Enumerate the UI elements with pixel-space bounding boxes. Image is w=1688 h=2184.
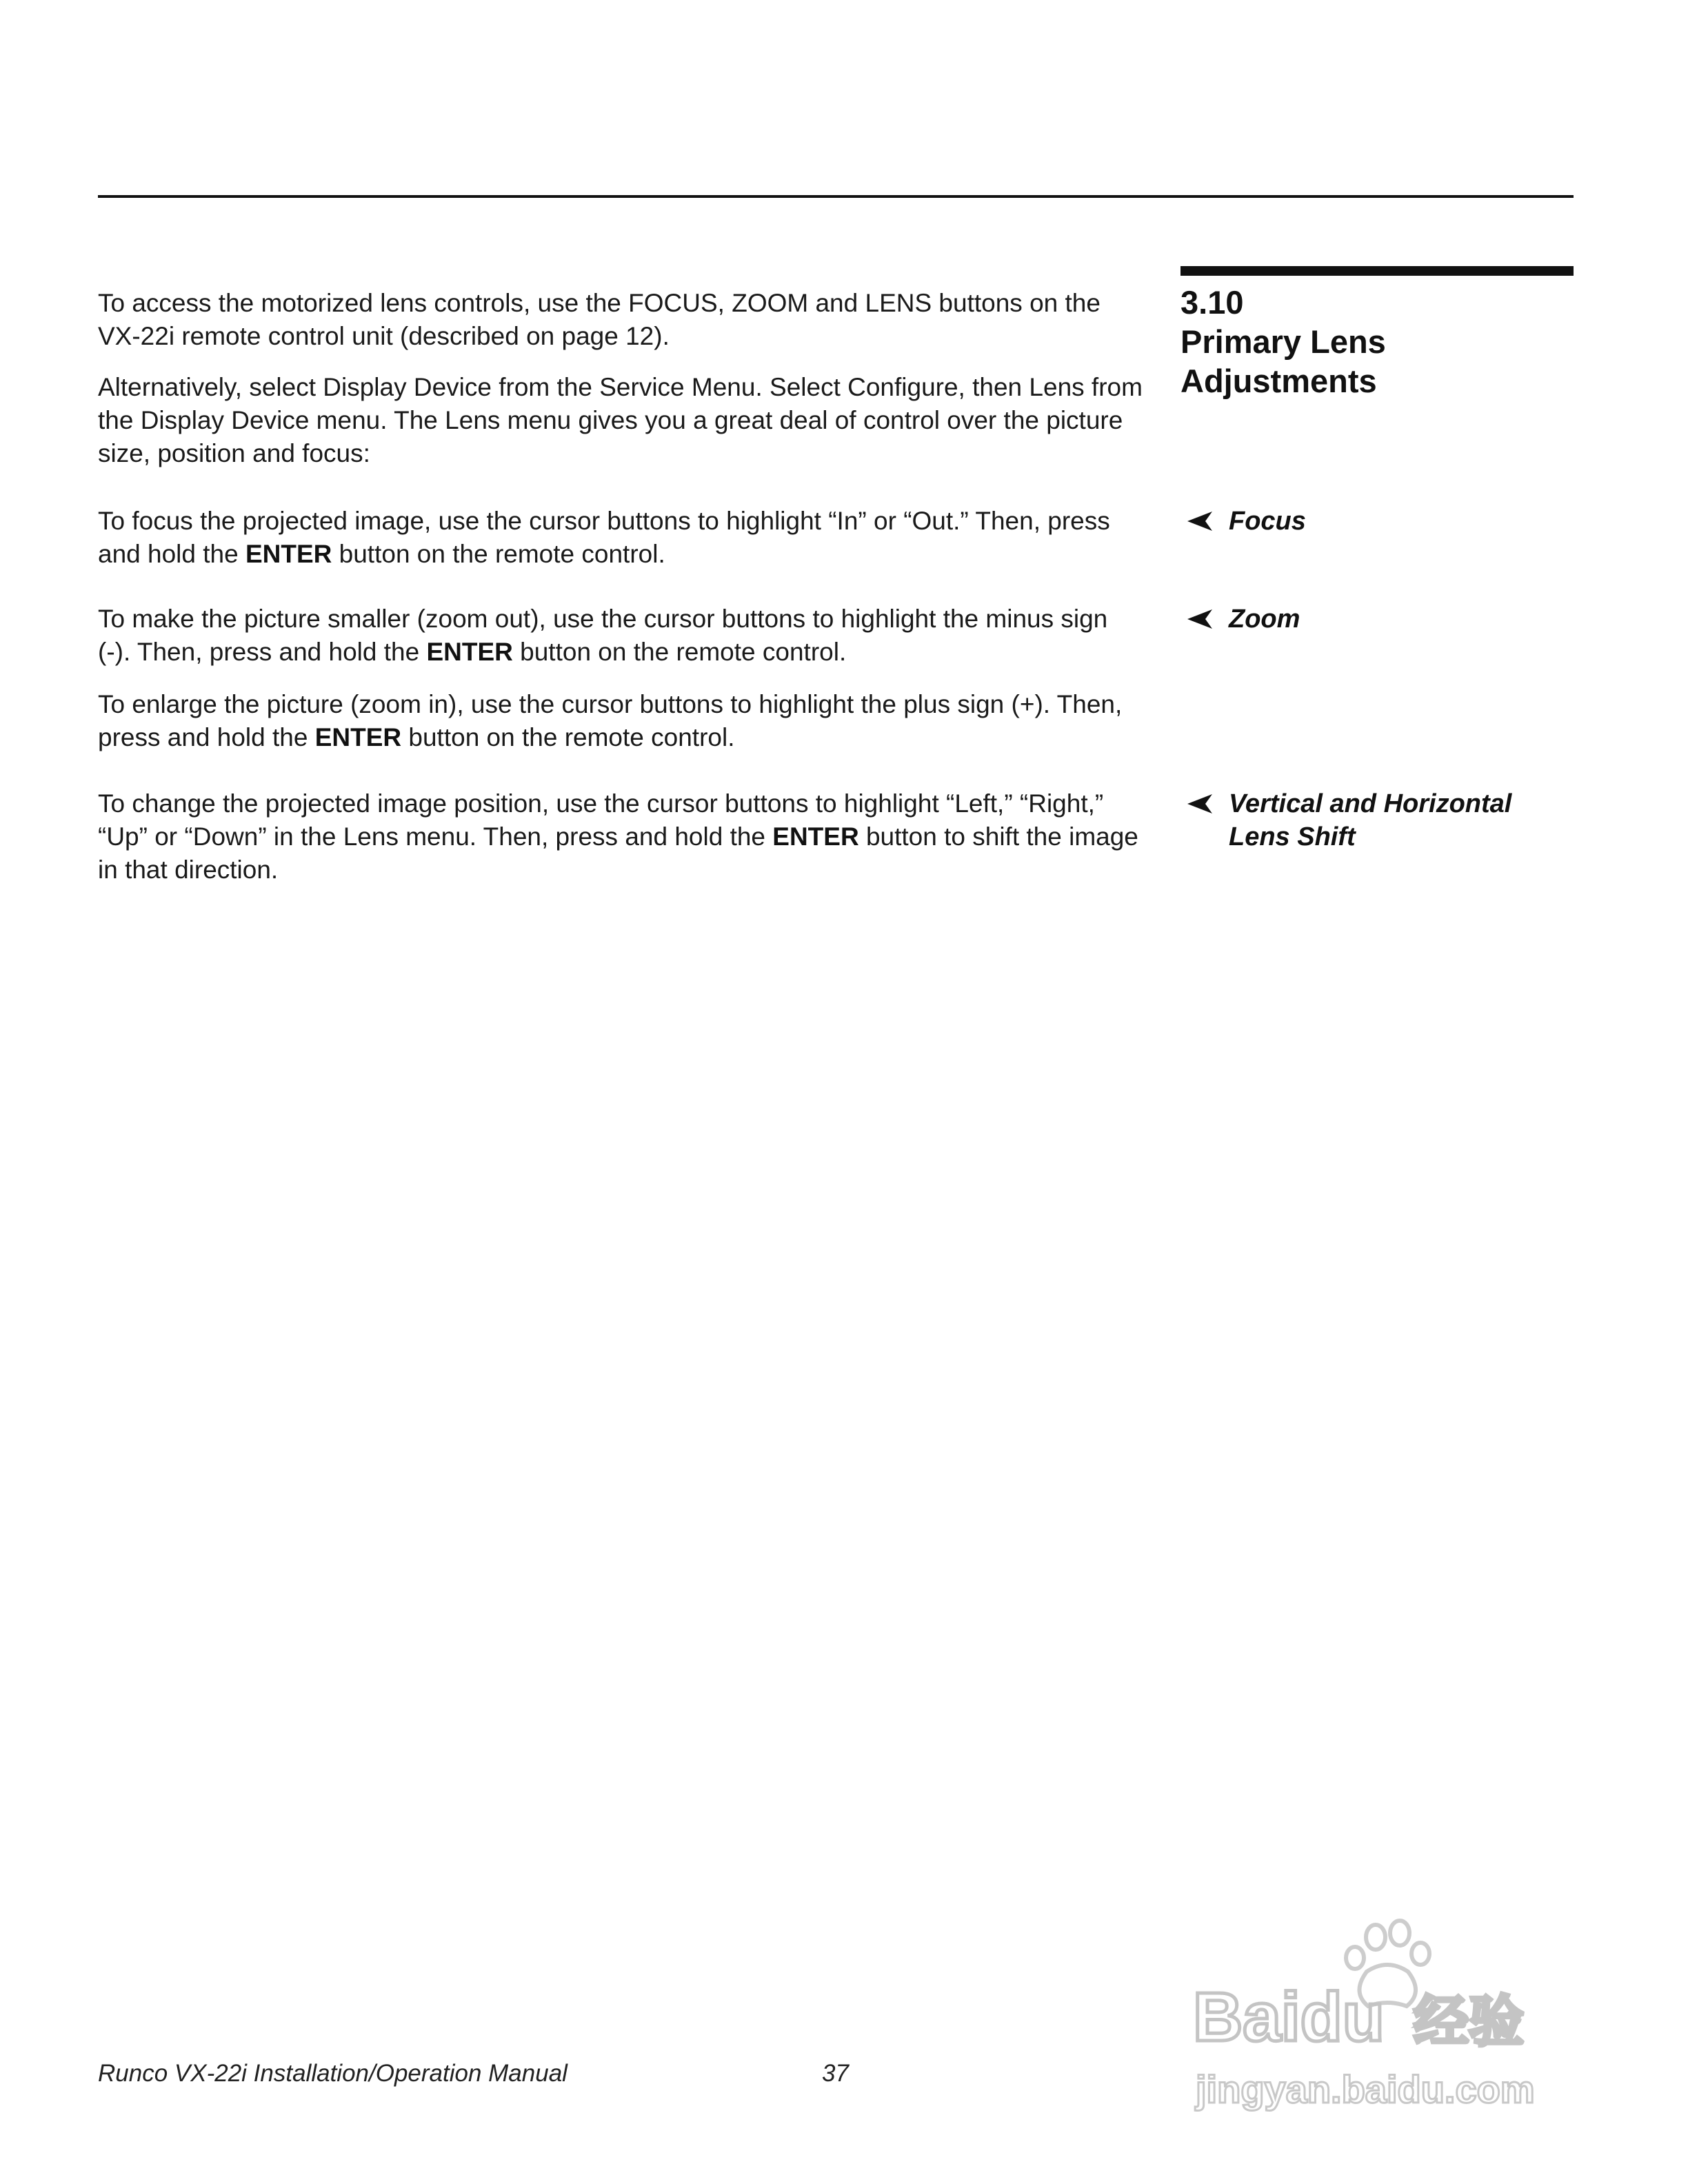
- lens-shift-label-line1: Vertical and Horizontal: [1229, 789, 1512, 818]
- enter-key-label: ENTER: [245, 540, 332, 568]
- section-title-line2: Adjustments: [1180, 363, 1377, 399]
- left-arrowhead-icon: [1187, 512, 1212, 531]
- intro-paragraph: To access the motorized lens controls, use the FOCUS, ZOOM and LENS buttons on the VX-22i remote control unit (described on page 12).: [98, 289, 1101, 350]
- focus-paragraph: To focus the projected image, use the cursor buttons to highlight “In” or “Out.” Then, press and hold the ENTER button on the remote control.: [98, 507, 1110, 568]
- baidu-jingyan-watermark: [1186, 1910, 1572, 2116]
- lens-shift-paragraph: To change the projected image position, use the cursor buttons to highlight “Left,” “Right,” “Up” or “Down” in the Lens menu. Then, press and hold the ENTER button to shift the image in that direction.: [98, 789, 1138, 884]
- lens-shift-label-line2: Lens Shift: [1229, 822, 1356, 851]
- enter-key-label: ENTER: [772, 822, 859, 851]
- footer-manual-title: Runco VX-22i Installation/Operation Manual: [98, 2060, 567, 2087]
- svg-text:经验: 经验: [1414, 1990, 1524, 2054]
- left-arrowhead-icon: [1187, 794, 1212, 813]
- svg-text:Baidu: Baidu: [1193, 1979, 1385, 2056]
- zoom-label: Zoom: [1229, 605, 1300, 634]
- side-label-zoom: [1187, 603, 1574, 636]
- section-heading: [1180, 283, 1567, 401]
- section-heading-rule: [1180, 266, 1574, 276]
- enter-key-label: ENTER: [426, 638, 513, 666]
- top-rule: [98, 195, 1574, 198]
- section-number: 3.10: [1180, 284, 1244, 321]
- footer-page-number: 37: [822, 2060, 849, 2087]
- focus-label: Focus: [1229, 507, 1306, 536]
- zoom-in-paragraph: To enlarge the picture (zoom in), use the cursor buttons to highlight the plus sign (+). Then, press and hold the ENTER button on the remote control.: [98, 690, 1123, 751]
- left-arrowhead-icon: [1187, 609, 1212, 629]
- side-label-focus: [1187, 505, 1574, 538]
- alternative-paragraph: Alternatively, select Display Device from the Service Menu. Select Configure, then Lens from the Display Device menu. The Lens menu gives you a great deal of control over the picture size, position and focus:: [98, 373, 1143, 467]
- svg-text:jingyan.baidu.com: jingyan.baidu.com: [1196, 2067, 1535, 2111]
- zoom-out-paragraph: To make the picture smaller (zoom out), use the cursor buttons to highlight the minus sign (-). Then, press and hold the ENTER button on the remote control.: [98, 605, 1108, 666]
- side-label-lens-shift: [1187, 787, 1574, 853]
- section-title-line1: Primary Lens: [1180, 323, 1386, 360]
- enter-key-label: ENTER: [314, 723, 402, 751]
